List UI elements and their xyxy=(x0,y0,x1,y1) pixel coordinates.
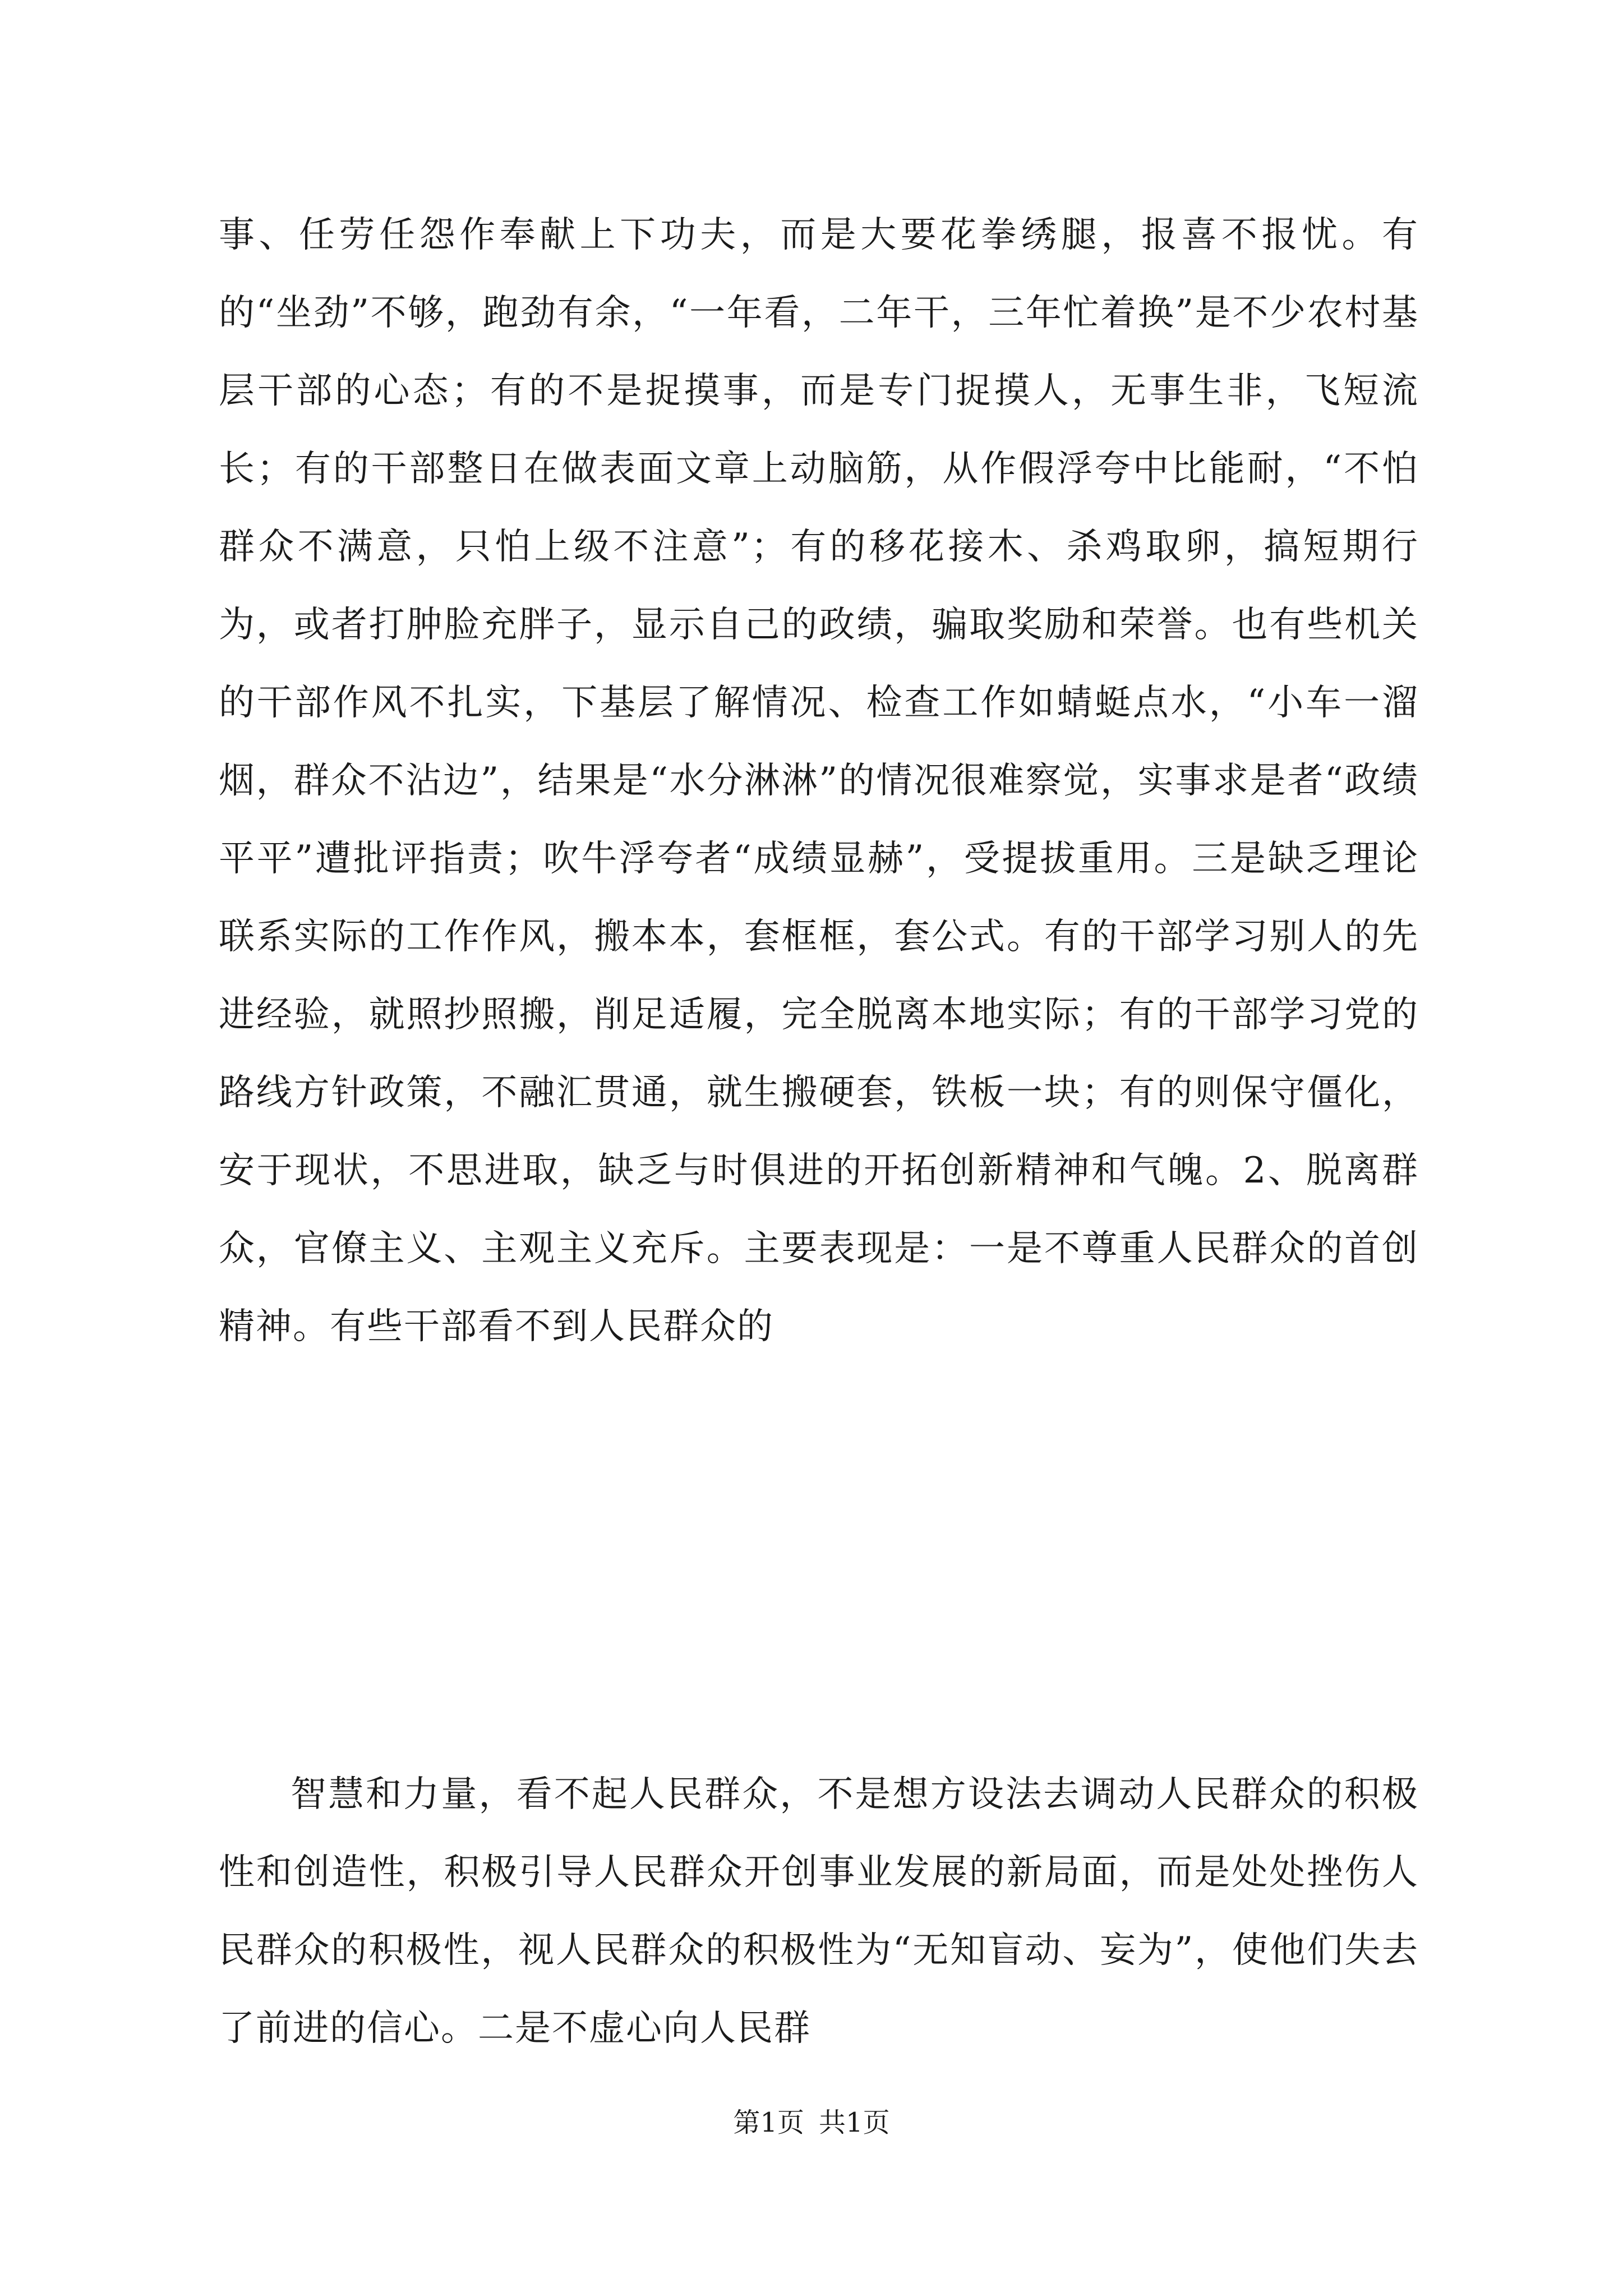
paragraph-continued: 事、任劳任怨作奉献上下功夫，而是大要花拳绣腿，报喜不报忧。有的“坐劲”不够，跑劲有余，“一年看，二年干，三年忙着换”是不少农村基层干部的心态；有的不是捉摸事，而是专门捉摸人，无事生非，飞短流长；有的干部整日在做表面文章上动脑筋，从作假浮夸中比能耐，“不怕群众不满意，只怕上级不注意”；有的移花接木、杀鸡取卵，搞短期行为，或者打肿脸充胖子，显示自己的政绩，骗取奖励和荣誉。也有些机关的干部作风不扎实，下基层了解情况、检查工作如蜻蜓点水，“小车一溜烟，群众不沾边”，结果是“水分淋淋”的情况很难察觉，实事求是者“政绩平平”遭批评指责；吹牛浮夸者“成绩显赫”，受提拔重用。三是缺乏理论联系实际的工作作风，搬本本，套框框，套公式。有的干部学习别人的先进经验，就照抄照搬，削足适履，完全脱离本地实际；有的干部学习党的路线方针政策，不融汇贯通，就生搬硬套，铁板一块；有的则保守僵化，安于现状，不思进取，缺乏与时俱进的开拓创新精神和气魄。2、脱离群众，官僚主义、主观主义充斥。主要表现是：一是不尊重人民群众的首创精神。有些干部看不到人民群众的 xyxy=(219,214,1419,1347)
total-pages: 1 xyxy=(846,2107,863,2138)
page-footer xyxy=(0,2101,1623,2139)
paragraph: 智慧和力量，看不起人民群众，不是想方设法去调动人民群众的积极性和创造性，积极引导人民群众开创事业发展的新局面，而是处处挫伤人民群众的积极性，视人民群众的积极性为“无知盲动、妄为”，使他们失去了前进的信心。二是不虚心向人民群 xyxy=(219,1774,1419,2049)
page-label-prefix: 第 xyxy=(733,2107,760,2138)
document-body xyxy=(219,196,1419,2068)
total-label-suffix: 页 xyxy=(863,2107,890,2138)
total-label-prefix: 共 xyxy=(819,2107,846,2138)
page-label-suffix: 页 xyxy=(777,2107,804,2138)
page-number: 1 xyxy=(760,2107,777,2138)
